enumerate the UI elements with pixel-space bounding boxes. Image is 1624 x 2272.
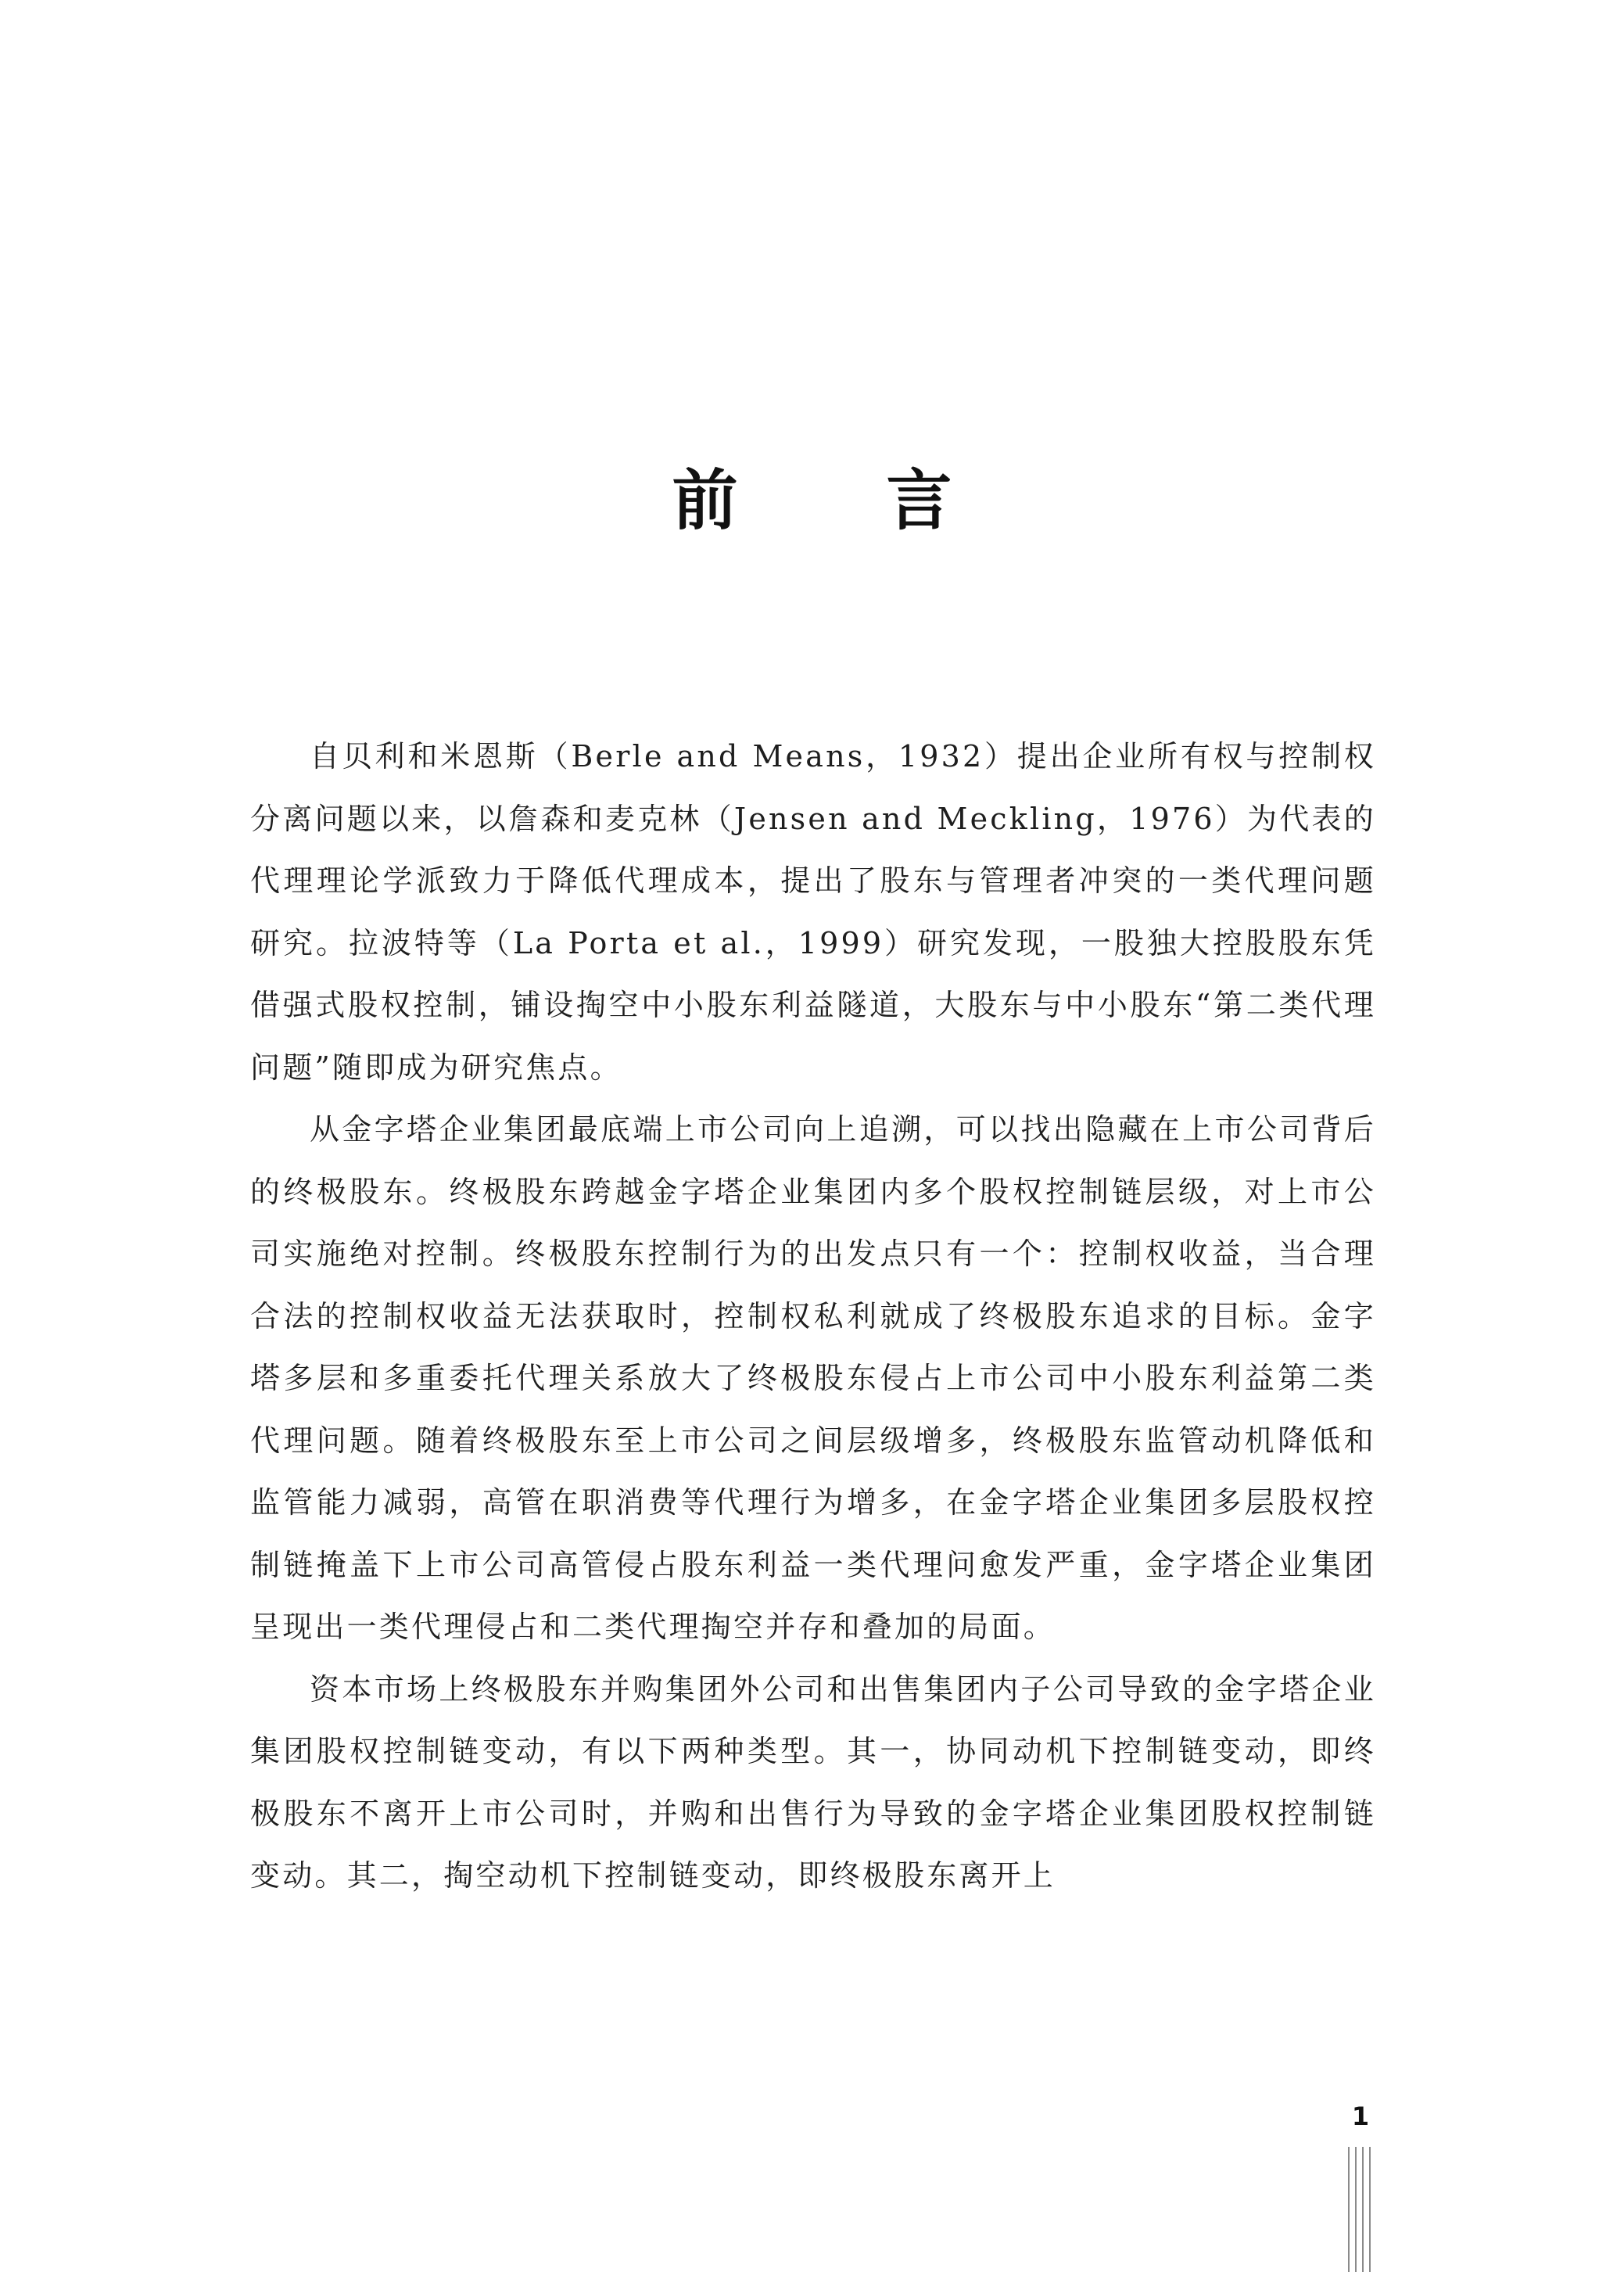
paragraph-2: 从金字塔企业集团最底端上市公司向上追溯，可以找出隐藏在上市公司背后的终极股东。终极股东跨越金字塔企业集团内多个股权控制链层级，对上市公司实施绝对控制。终极股东控制行为的出发点只有一个：控制权收益，当合理合法的控制权收益无法获取时，控制权私利就成了终极股东追求的目标。金字塔多层和多重委托代理关系放大了终极股东侵占上市公司中小股东利益第二类代理问题。随着终极股东至上市公司之间层级增多，终极股东监管动机降低和监管能力减弱，高管在职消费等代理行为增多，在金字塔企业集团多层股权控制链掩盖下上市公司高管侵占股东利益一类代理问愈发严重，金字塔企业集团呈现出一类代理侵占和二类代理掏空并存和叠加的局面。 [250, 1112, 1376, 1644]
page-number: 1 [1351, 2102, 1370, 2131]
edge-rule-1 [1348, 2147, 1350, 2272]
edge-rule-2 [1355, 2147, 1357, 2272]
page-title: 前言 [672, 461, 1101, 539]
edge-rule-4 [1369, 2147, 1371, 2272]
paragraph-1: 自贝利和米恩斯（Berle and Means，1932）提出企业所有权与控制权分离问题以来，以詹森和麦克林（Jensen and Meckling，1976）为代表的代理理论学派致力于降低代理成本，提出了股东与管理者冲突的一类代理问题研究。拉波特等（La Porta et al.，1999）研究发现，一股独大控股股东凭借强式股权控制，铺设掏空中小股东利益隧道，大股东与中小股东“第二类代理问题”随即成为研究焦点。 [250, 739, 1376, 1085]
edge-rule-3 [1362, 2147, 1364, 2272]
body-text [250, 726, 1376, 1908]
paragraph-3: 资本市场上终极股东并购集团外公司和出售集团内子公司导致的金字塔企业集团股权控制链变动，有以下两种类型。其一，协同动机下控制链变动，即终极股东不离开上市公司时，并购和出售行为导致的金字塔企业集团股权控制链变动。其二，掏空动机下控制链变动，即终极股东离开上 [250, 1671, 1376, 1893]
